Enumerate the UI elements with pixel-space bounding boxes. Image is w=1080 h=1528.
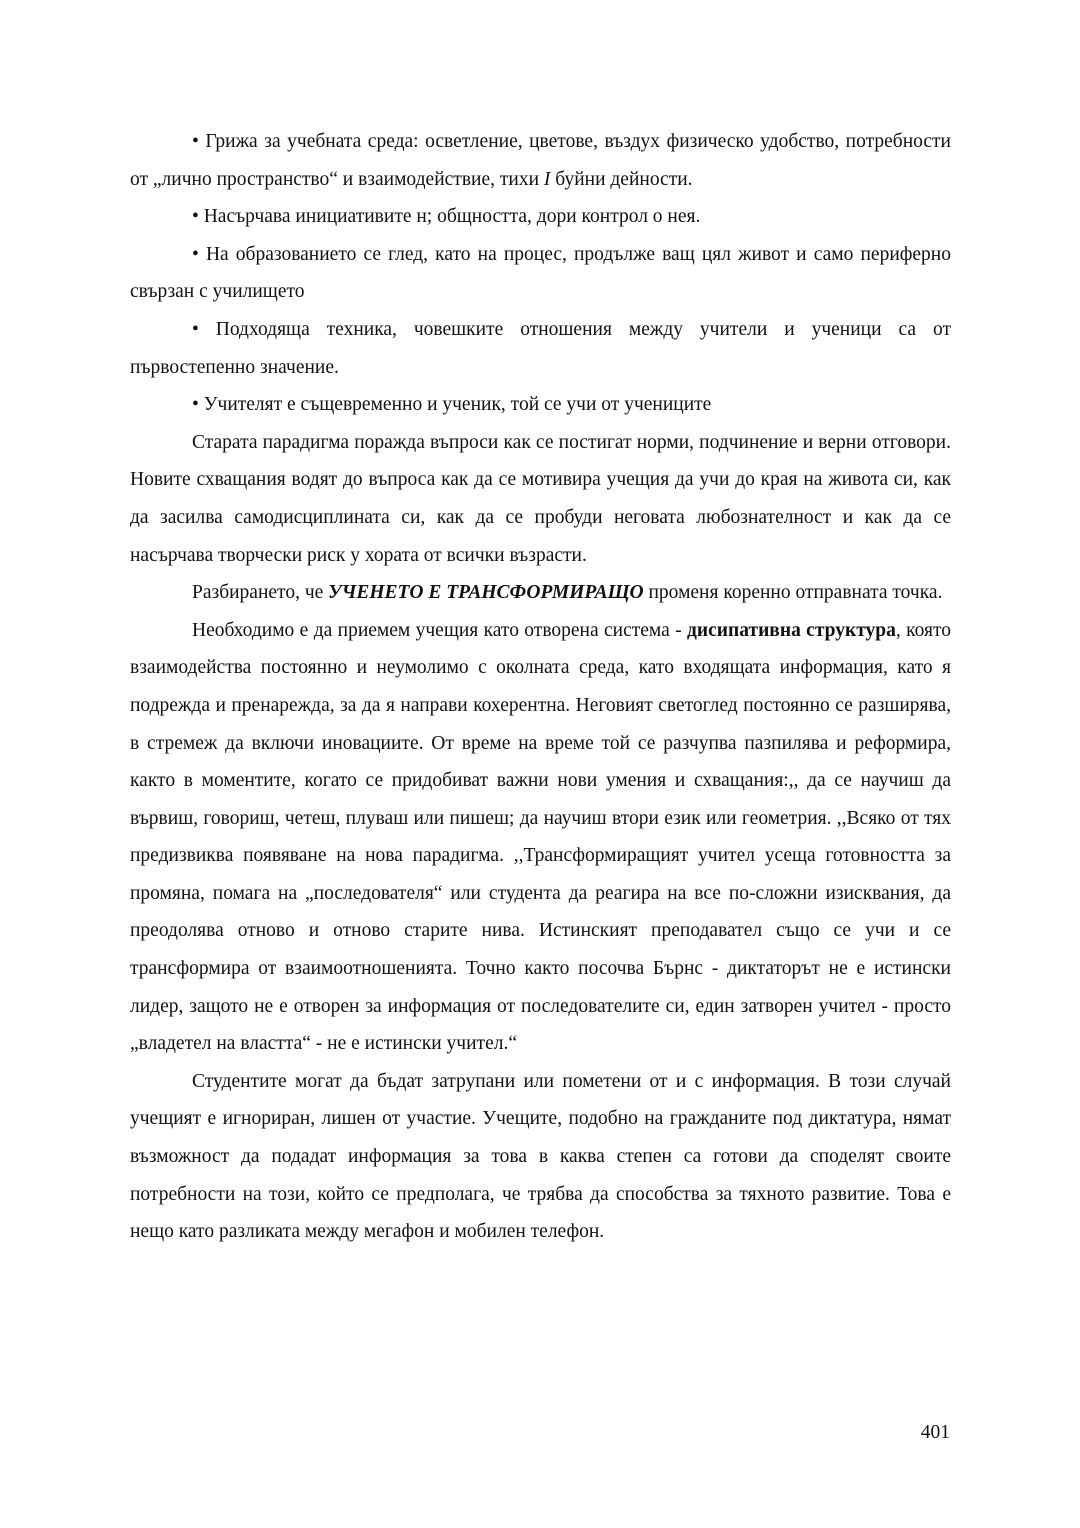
paragraph-old-paradigm: Старата парадигма поражда въпроси как се постигат норми, подчинение и верни отговори. Новите схващания водят до въпроса как да се мотивира учещия да учи до края на живота си, как да засилва самодисциплината си, как да се пробуди неговата любознателност и как да се насърчава творчески риск у хората от всички възрасти. xyxy=(130,431,951,566)
italic-letter: I xyxy=(543,168,551,190)
paragraph-students-information: Студентите могат да бъдат затрупани или пометени от и с информация. В този случай учещият е игнориран, лишен от участие. Учещите, подобно на гражданите под диктатура, нямат възможност да подадат информация за това в каква степен са готови да споделят своите потребности на този, който се предполага, че трябва да способства за тяхното развитие. Това е нещо като разликата между мегафон и мобилен телефон. xyxy=(130,1070,951,1243)
document-body xyxy=(130,123,951,1251)
paragraph-text: • Грижа за учебната среда: осветление, цветове, въздух физическо удобство, потреб xyxy=(192,131,903,152)
bullet-paragraph-teacher-learner: • Учителят е същевременно и ученик, той се учи от учениците xyxy=(192,394,712,416)
bullet-paragraph-human-relations: • Подходяща техника, човешките отношения между учители и ученици са от първостепенно значение. xyxy=(130,318,951,378)
bold-term: дисипативна структура xyxy=(687,619,896,641)
bullet-paragraph-learning-environment xyxy=(130,123,951,198)
bullet-paragraph-community: • Насърчава инициативите н; общността, дори контрол о нея. xyxy=(192,206,701,228)
paragraph-text: Необходимо е да приемем учещия като отворена система - xyxy=(192,619,688,641)
paragraph-transforming-learning xyxy=(130,574,951,612)
bullet-paragraph-lifelong-process: • На образованието се глед, като на процес, продълже ващ цял живот и само периферно свързан с училището xyxy=(130,243,951,303)
paragraph-text: буйни дейности. xyxy=(550,168,693,190)
paragraph-text: ности от „лично пространство“ и взаимодействие, тихи xyxy=(130,131,951,190)
emphasized-phrase: УЧЕНЕТО Е ТРАНСФОРМИРАЩО xyxy=(328,582,644,604)
paragraph-text: , която взаимодейства постоянно и неумолимо с околната среда, като входящата информация, като я подрежда и пренарежда, за да я направи кохерентна. Неговият светоглед постоянно се разширява, в стремеж да включи иновациите. От време на време той се разчупва пазпилява и реформира, както в моментите, когато се придобиват важни нови умения и схващания:,, да се научиш да вървиш, говориш, четеш, плуваш или пишеш; да научиш втори език или геометрия. ,,Всяко от тях предизвиква появяване на нова парадигма. ,,Трансформиращият учител усеща готовността за промяна, помага на „последователя“ или студента да реагира на все по-сложни изисквания, да преодолява отново и отново старите нива. Истинският преподавател също се учи и се трансформира от взаимоотношенията. Точно както посочва Бърнс - диктаторът не е истински лидер, защото не е отворен за информация от последователите си, един затворен учител - просто „владетел на властта“ - не е истински учител.“ xyxy=(130,619,951,1055)
page-number: 401 xyxy=(920,1422,950,1443)
paragraph-dissipative-structure xyxy=(130,612,951,1063)
paragraph-text: променя коренно отправната точка. xyxy=(643,582,943,604)
paragraph-text: Разбирането, че xyxy=(192,582,329,604)
